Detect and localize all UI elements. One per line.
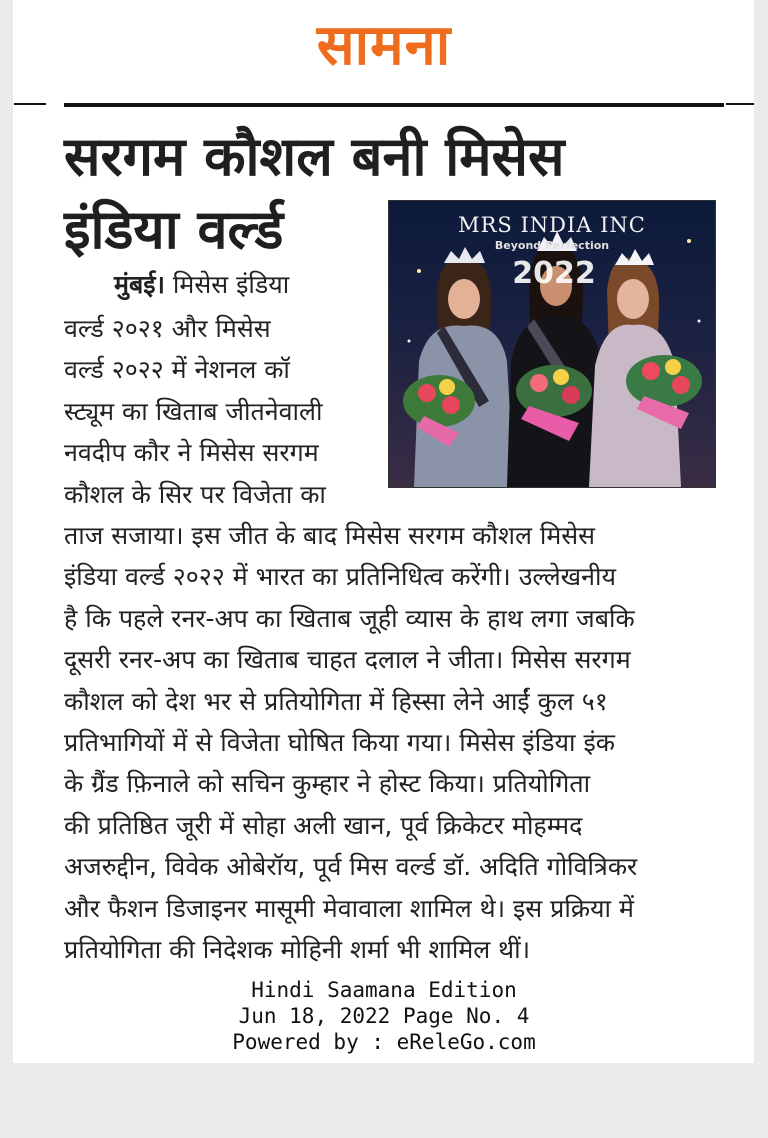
photo-banner-title: MRS INDIA INC bbox=[458, 213, 646, 237]
headline-line-2: इंडिया वर्ल्ड bbox=[64, 198, 284, 261]
article-line: है कि पहले रनर-अप का खिताब जूही व्यास के हाथ लगा जबकि bbox=[64, 604, 635, 633]
footer-edition: Hindi Saamana Edition bbox=[251, 978, 517, 1002]
photo-banner-year: 2022 bbox=[512, 256, 596, 291]
article-line: प्रतियोगिता की निदेशक मोहिनी शर्मा भी शामिल थीं। bbox=[64, 935, 531, 964]
article-line-text: मिसेस इंडिया bbox=[164, 270, 290, 299]
divider-left bbox=[14, 103, 46, 105]
article-line: वर्ल्ड २०२२ में नेशनल कॉ bbox=[64, 355, 290, 384]
footer-date-page: Jun 18, 2022 Page No. 4 bbox=[238, 1004, 530, 1028]
footer-powered-by: Powered by : eReleGo.com bbox=[232, 1030, 536, 1054]
divider-right bbox=[726, 103, 754, 105]
article-line: की प्रतिष्ठित जूरी में सोहा अली खान, पूर्व क्रिकेटर मोहम्मद bbox=[64, 811, 583, 840]
divider-main bbox=[64, 103, 724, 107]
article-line: दूसरी रनर-अप का खिताब चाहत दलाल ने जीता। मिसेस सरगम bbox=[64, 645, 631, 674]
article-line: कौशल को देश भर से प्रतियोगिता में हिस्सा लेने आईं कुल ५१ bbox=[64, 687, 608, 716]
article-line bbox=[64, 270, 369, 300]
article-dateline: मुंबई। bbox=[114, 270, 165, 299]
article-line: कौशल के सिर पर विजेता का bbox=[64, 480, 326, 509]
winners-photo bbox=[388, 200, 716, 488]
article-line: वर्ल्ड २०२१ और मिसेस bbox=[64, 314, 271, 343]
headline-line-1: सरगम कौशल बनी मिसेस bbox=[64, 125, 565, 188]
article-line: ताज सजाया। इस जीत के बाद मिसेस सरगम कौशल मिसेस bbox=[64, 521, 596, 550]
masthead-logo: सामना bbox=[316, 13, 452, 78]
photo-banner-subtitle: Beyond Perfection bbox=[494, 239, 610, 252]
article-line: और फैशन डिजाइनर मासूमी मेवावाला शामिल थे। इस प्रक्रिया में bbox=[64, 894, 634, 923]
article-line: नवदीप कौर ने मिसेस सरगम bbox=[64, 438, 319, 467]
article-line: स्ट्यूम का खिताब जीतनेवाली bbox=[64, 397, 323, 426]
article-line: प्रतिभागियों में से विजेता घोषित किया गया। मिसेस इंडिया इंक bbox=[64, 728, 615, 757]
article-line: अजरुद्दीन, विवेक ओबेरॉय, पूर्व मिस वर्ल्ड डॉ. अदिति गोवित्रिकर bbox=[64, 852, 638, 881]
article-line: के ग्रैंड फ़िनाले को सचिन कुम्हार ने होस्ट किया। प्रतियोगिता bbox=[64, 769, 591, 798]
article-line: इंडिया वर्ल्ड २०२२ में भारत का प्रतिनिधित्व करेंगी। उल्लेखनीय bbox=[64, 562, 616, 591]
